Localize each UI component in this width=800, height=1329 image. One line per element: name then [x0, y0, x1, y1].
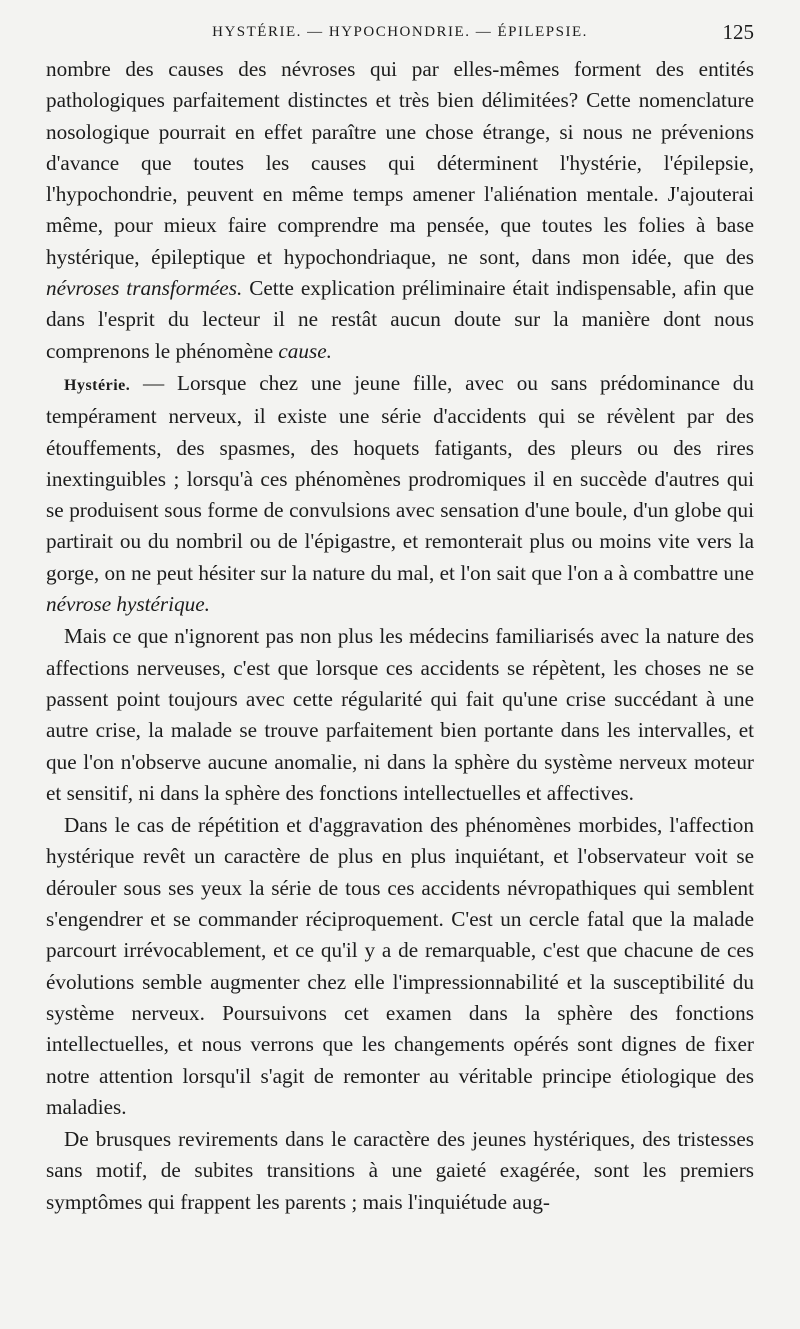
- running-head: [46, 18, 754, 54]
- italic-phrase: névroses transformées.: [46, 276, 243, 301]
- body-text: [46, 54, 754, 1218]
- paragraph-text: De brusques revirements dans le caractère des jeunes hystériques, des tristesses sans motif, de subites transitions à une gaieté exagérée, sont les premiers symptômes qui frappent les parents ; mais l'inquiétude aug-: [46, 1127, 754, 1214]
- paragraph-text: Mais ce que n'ignorent pas non plus les médecins familiarisés avec la nature des affections nerveuses, c'est que lorsque ces accidents se répètent, les choses ne se passent point toujours avec cette régularité qui fait qu'une crise succédant à une autre crise, la malade se trouve parfaitement bien portante dans les intervalles, et que l'on n'observe aucune anomalie, ni dans la sphère du système nerveux moteur et sensitif, ni dans la sphère des fonctions intellectuelles et affectives.: [46, 624, 754, 805]
- paragraph-text: — Lorsque chez une jeune fille, avec ou sans prédominance du tempérament nerveux, il existe une série d'accidents qui se révèlent par des étouffements, des spasmes, des hoquets fatigants, des pleurs ou des rires inextinguibles ; lorsqu'à ces phénomènes prodromiques il en succède d'autres qui se produisent sous forme de convulsions avec sensation d'une boule, d'un globe qui partirait ou du nombril ou de l'épigastre, et remonterait plus ou moins vite vers la gorge, on ne peut hésiter sur la nature du mal, et l'on sait que l'on a à combattre une: [46, 370, 754, 585]
- page-number: 125: [722, 20, 754, 44]
- paragraph: [46, 54, 754, 367]
- paragraph-text: nombre des causes des névroses qui par elles-mêmes forment des entités pathologiques parfaitement distinctes et très bien délimitées? Cette nomenclature nosologique pourrait en effet paraître une chose étrange, si nous ne prévenions d'avance que toutes les causes qui déterminent l'hystérie, l'épilepsie, l'hypochondrie, peuvent en même temps amener l'aliénation mentale. J'ajouterai même, pour mieux faire comprendre ma pensée, que toutes les folies à base hystérique, épileptique et hypochondriaque, ne sont, dans mon idée, que des: [46, 57, 754, 269]
- paragraph-text: Dans le cas de répétition et d'aggravation des phénomènes morbides, l'affection hystérique revêt un caractère de plus en plus inquiétant, et l'observateur voit se dérouler sous ses yeux la série de tous ces accidents névropathiques qui semblent s'engendrer et se commander réciproquement. C'est un cercle fatal que la malade parcourt irrévocablement, et ce qu'il y a de remarquable, c'est que chacune de ces évolutions semble augmenter chez elle l'impressionnabilité et la susceptibilité du système nerveux. Poursuivons cet examen dans la sphère des fonctions intellectuelles, et nous verrons que les changements opérés sont dignes de fixer notre attention lorsqu'il s'agit de remonter au véritable principe étiologique des maladies.: [46, 813, 754, 1119]
- paragraph: [46, 368, 754, 620]
- paragraph: [46, 1124, 754, 1218]
- paragraph: [46, 621, 754, 809]
- section-heading: Hystérie.: [64, 376, 131, 394]
- book-page: [46, 18, 754, 1218]
- running-title: HYSTÉRIE. — HYPOCHONDRIE. — ÉPILEPSIE.: [212, 24, 588, 40]
- italic-phrase: cause.: [278, 338, 332, 363]
- paragraph-text: Cette explication préliminaire était indispensable, afin que dans l'esprit du lecteur il ne restât aucun doute sur la manière dont nous comprenons le phénomène: [46, 276, 755, 363]
- italic-phrase: névrose hystérique.: [46, 592, 210, 617]
- paragraph: [46, 810, 754, 1123]
